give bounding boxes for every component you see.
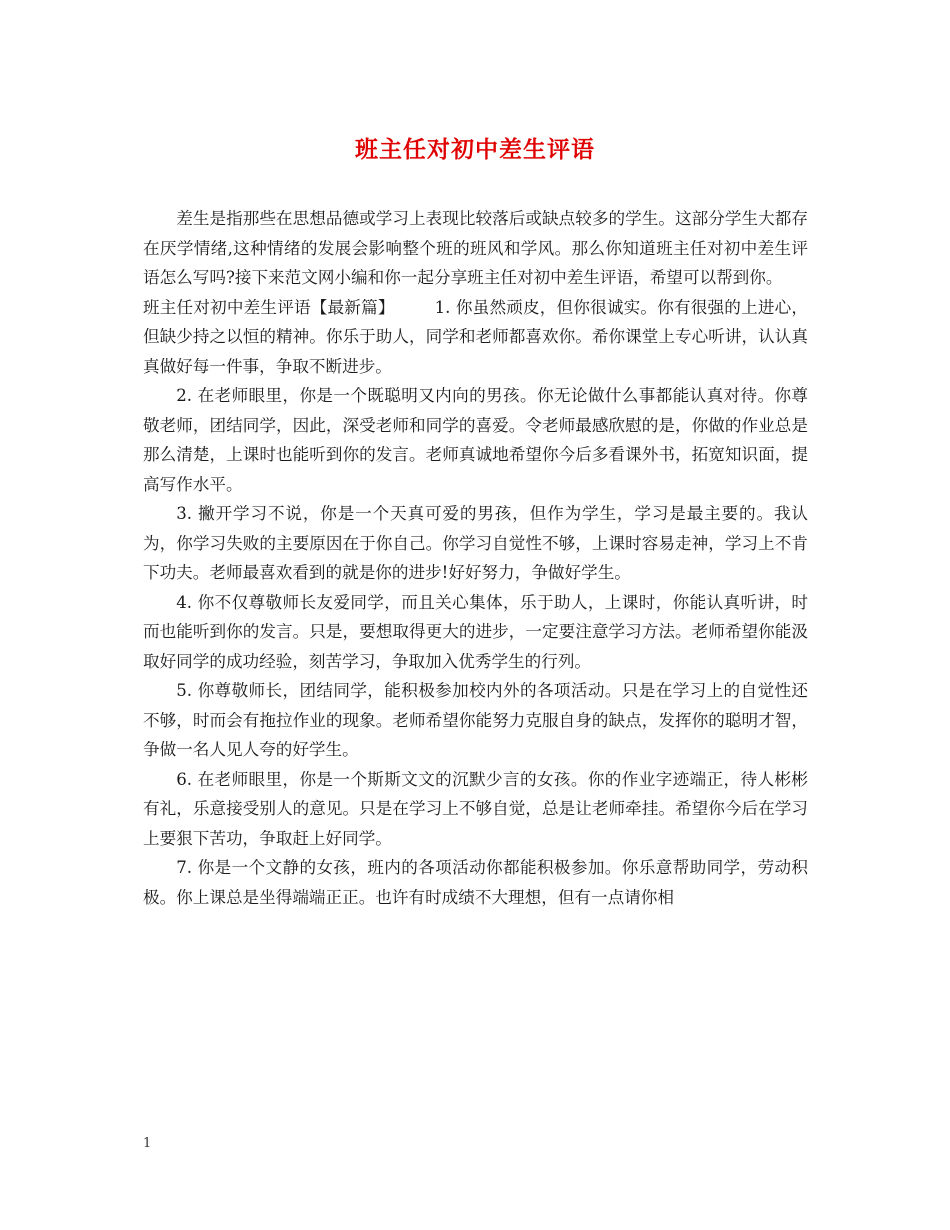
intro-paragraph: 差生是指那些在思想品德或学习上表现比较落后或缺点较多的学生。这部分学生大都存在厌学情绪,这种情绪的发展会影响整个班的班风和学风。那么你知道班主任对初中差生评语怎么写吗?接下来范文网小编和你一起分享班主任对初中差生评语，希望可以帮到你。 bbox=[143, 209, 808, 287]
comment-item-5: 5. 你尊敬师长，团结同学，能积极参加校内外的各项活动。只是在学习上的自觉性还不够，时而会有拖拉作业的现象。老师希望你能努力克服自身的缺点，发挥你的聪明才智，争做一名人见人夸的好学生。 bbox=[143, 681, 808, 759]
document-body bbox=[143, 204, 808, 912]
page-title: 班主任对初中差生评语 bbox=[355, 136, 595, 163]
comment-item-6: 6. 在老师眼里，你是一个斯斯文文的沉默少言的女孩。你的作业字迹端正，待人彬彬有礼，乐意接受别人的意见。只是在学习上不够自觉，总是让老师牵挂。希望你今后在学习上要狠下苦功，争取赶上好同学。 bbox=[143, 769, 808, 848]
comment-item-3: 3. 撇开学习不说，你是一个天真可爱的男孩，但作为学生，学习是最主要的。我认为，你学习失败的主要原因在于你自己。你学习自觉性不够，上课时容易走神，学习上不肯下功夫。老师最喜欢看到的就是你的进步!好好努力，争做好学生。 bbox=[143, 504, 808, 582]
comment-item-1: 1. 你虽然顽皮，但你很诚实。你有很强的上进心，但缺少持之以恒的精神。你乐于助人，同学和老师都喜欢你。希你课堂上专心听讲，认认真真做好每一件事，争取不断进步。 bbox=[143, 297, 809, 376]
comment-item-7: 7. 你是一个文静的女孩，班内的各项活动你都能积极参加。你乐意帮助同学，劳动积极。你上课总是坐得端端正正。也许有时成绩不大理想，但有一点请你相 bbox=[143, 858, 808, 907]
section-heading: 班主任对初中差生评语【最新篇】 bbox=[143, 297, 395, 317]
page-number: 1 bbox=[143, 1136, 152, 1151]
comment-item-4: 4. 你不仅尊敬师长友爱同学，而且关心集体，乐于助人，上课时，你能认真听讲，时而也能听到你的发言。只是，要想取得更大的进步，一定要注意学习方法。老师希望你能汲取好同学的成功经验，刻苦学习，争取加入优秀学生的行列。 bbox=[143, 592, 808, 671]
comment-item-2: 2. 在老师眼里，你是一个既聪明又内向的男孩。你无论做什么事都能认真对待。你尊敬老师，团结同学，因此，深受老师和同学的喜爱。令老师最感欣慰的是，你做的作业总是那么清楚，上课时也能听到你的发言。老师真诚地希望你今后多看课外书，拓宽知识面，提高写作水平。 bbox=[143, 386, 808, 494]
section-paragraph bbox=[143, 293, 808, 382]
